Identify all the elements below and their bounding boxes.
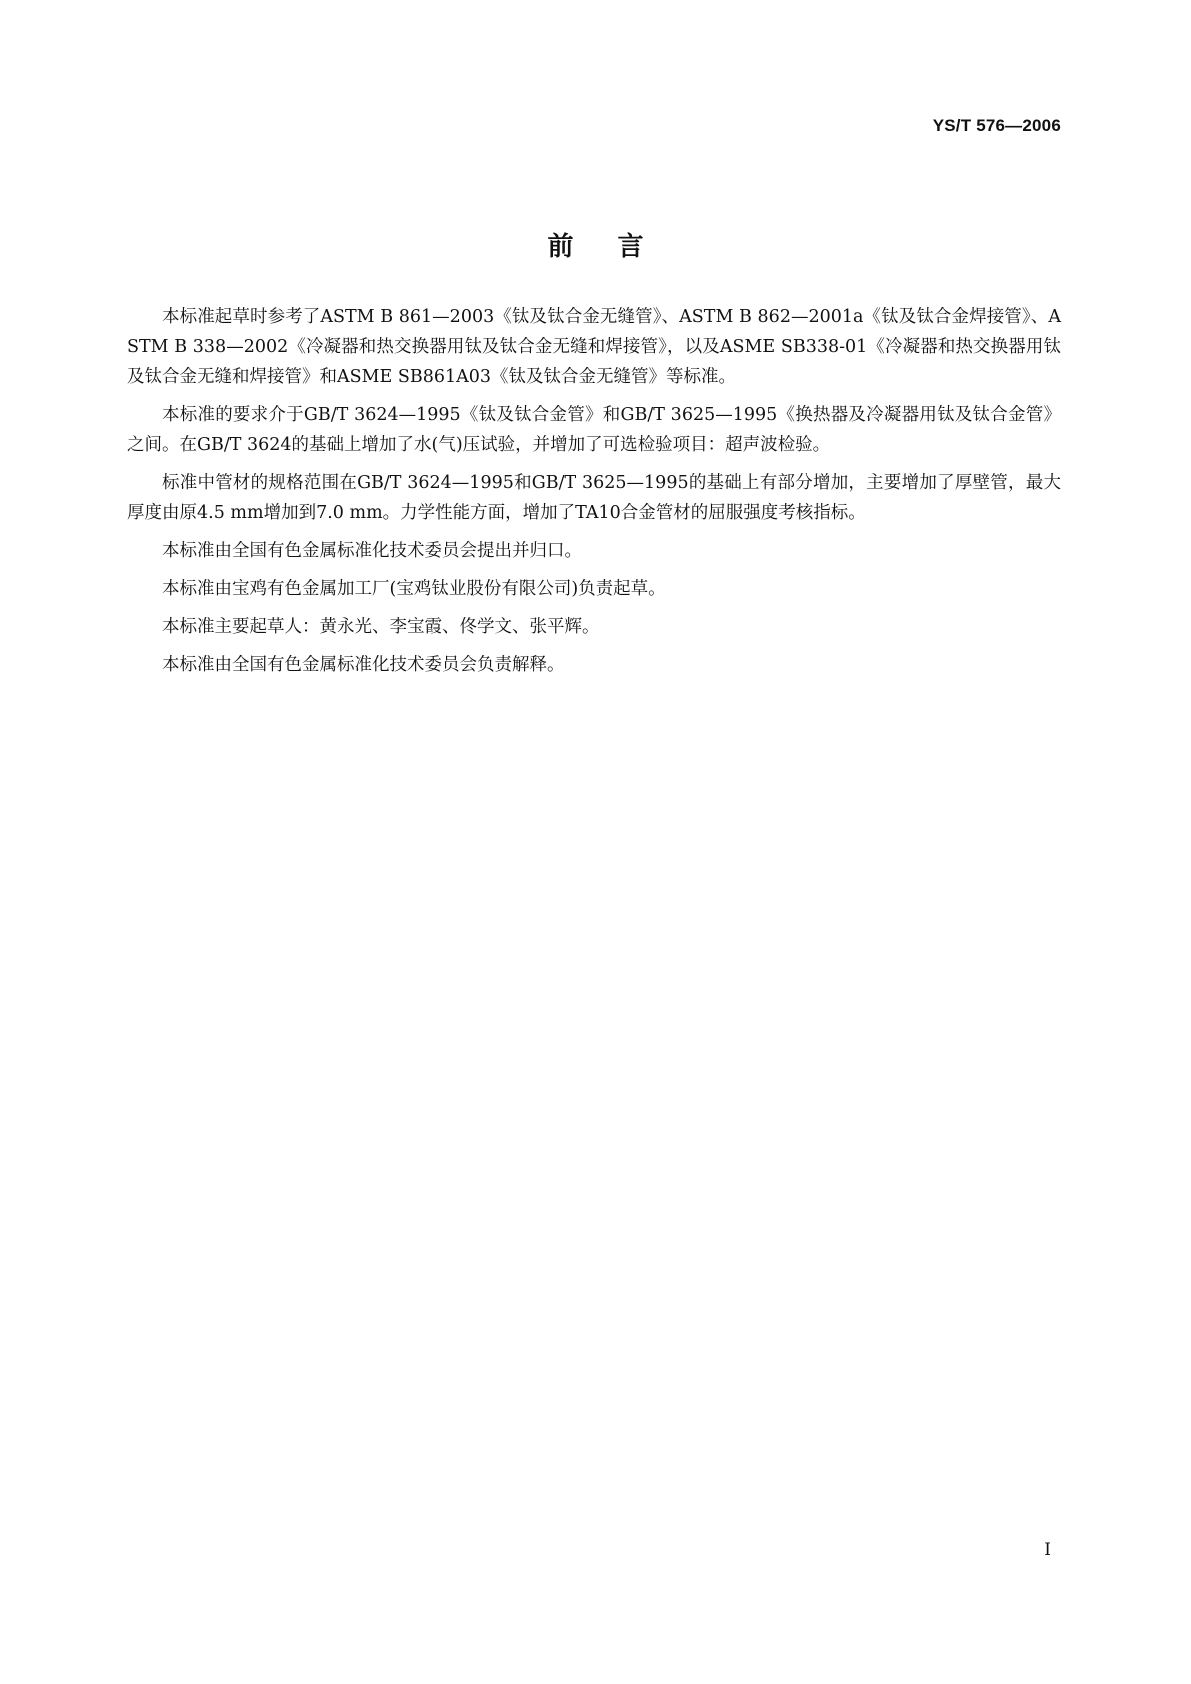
paragraph-requirements: 本标准的要求介于GB/T 3624—1995《钛及钛合金管》和GB/T 3625—1995《换热器及冷凝器用钛及钛合金管》之间。在GB/T 3624的基础上增加了水(气)压试验，并增加了可选检验项目：超声波检验。 (127, 405, 1061, 455)
paragraph-proposer: 本标准由全国有色金属标准化技术委员会提出并归口。 (162, 541, 582, 561)
paragraph-drafting-unit: 本标准由宝鸡有色金属加工厂(宝鸡钛业股份有限公司)负责起草。 (162, 579, 666, 599)
paragraph-references: 本标准起草时参考了ASTM B 861—2003《钛及钛合金无缝管》、ASTM B 862—2001a《钛及钛合金焊接管》、ASTM B 338—2002《冷凝器和热交换器用钛及钛合金无缝和焊接管》，以及ASME SB338-01《冷凝器和热交换器用钛及钛合金无缝和焊接管》和ASME SB861A03《钛及钛合金无缝管》等标准。 (127, 307, 1061, 387)
page-number: I (1044, 1540, 1051, 1560)
foreword-body (127, 302, 1061, 688)
paragraph-interpretation: 本标准由全国有色金属标准化技术委员会负责解释。 (162, 655, 565, 675)
document-code: YS/T 576—2006 (932, 116, 1061, 135)
paragraph-drafters: 本标准主要起草人：黄永光、李宝霞、佟学文、张平辉。 (162, 617, 600, 637)
paragraph-size-range: 标准中管材的规格范围在GB/T 3624—1995和GB/T 3625—1995的基础上有部分增加，主要增加了厚壁管，最大厚度由原4.5 mm增加到7.0 mm。力学性能方面，增加了TA10合金管材的屈服强度考核指标。 (127, 473, 1061, 523)
foreword-title: 前言 (547, 232, 688, 262)
